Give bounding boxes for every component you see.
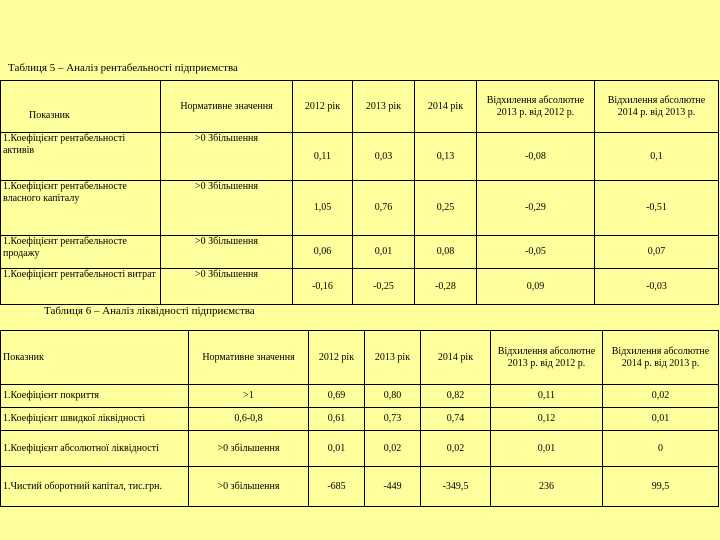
header-indicator: Показник [1, 81, 161, 133]
header-deviation-2013: Відхилення абсолютне 2013 р. від 2012 р. [477, 81, 595, 133]
deviation-2014: -0,03 [595, 269, 719, 305]
liquidity-table [0, 330, 719, 507]
indicator-name: 1.Коефіцієнт рентабельності активів [1, 133, 161, 181]
deviation-2013: -0,05 [477, 236, 595, 269]
profitability-table [0, 80, 719, 305]
value-2014: -0,28 [415, 269, 477, 305]
deviation-2013: 0,09 [477, 269, 595, 305]
header-2014: 2014 рік [421, 331, 491, 385]
value-2013: 0,73 [365, 408, 421, 431]
value-2014: 0,25 [415, 181, 477, 236]
deviation-2014: 0,01 [603, 408, 719, 431]
deviation-2014: 0,02 [603, 385, 719, 408]
header-2013: 2013 рік [365, 331, 421, 385]
header-deviation-2013: Відхилення абсолютне 2013 р. від 2012 р. [491, 331, 603, 385]
indicator-name: 1.Коефіцієнт рентабельносте продажу [1, 236, 161, 269]
normative-value: >0 Збільшення [161, 269, 293, 305]
table-row [1, 467, 719, 507]
value-2014: 0,02 [421, 431, 491, 467]
indicator-name: 1.Коефіцієнт покриття [1, 385, 189, 408]
value-2012: -0,16 [293, 269, 353, 305]
value-2012: 0,11 [293, 133, 353, 181]
header-deviation-2014: Відхилення абсолютне 2014 р. від 2013 р. [595, 81, 719, 133]
deviation-2014: 0,1 [595, 133, 719, 181]
table6-caption: Таблиця 6 – Аналіз ліквідності підприємства [44, 305, 255, 317]
header-normative: Нормативне значення [161, 81, 293, 133]
deviation-2014: 99,5 [603, 467, 719, 507]
table-row [1, 408, 719, 431]
normative-value: >0 збільшення [189, 431, 309, 467]
deviation-2013: 0,01 [491, 431, 603, 467]
deviation-2014: -0,51 [595, 181, 719, 236]
deviation-2013: -0,08 [477, 133, 595, 181]
header-normative: Нормативне значення [189, 331, 309, 385]
table-row [1, 385, 719, 408]
value-2014: 0,13 [415, 133, 477, 181]
normative-value: 0,6-0,8 [189, 408, 309, 431]
value-2014: 0,08 [415, 236, 477, 269]
table-row [1, 431, 719, 467]
deviation-2013: 0,11 [491, 385, 603, 408]
header-deviation-2014: Відхилення абсолютне 2014 р. від 2013 р. [603, 331, 719, 385]
value-2014: -349,5 [421, 467, 491, 507]
value-2012: 1,05 [293, 181, 353, 236]
header-2013: 2013 рік [353, 81, 415, 133]
deviation-2014: 0,07 [595, 236, 719, 269]
normative-value: >0 збільшення [189, 467, 309, 507]
value-2013: 0,03 [353, 133, 415, 181]
normative-value: >1 [189, 385, 309, 408]
deviation-2014: 0 [603, 431, 719, 467]
value-2012: 0,01 [309, 431, 365, 467]
normative-value: >0 Збільшення [161, 236, 293, 269]
value-2012: 0,61 [309, 408, 365, 431]
value-2012: 0,06 [293, 236, 353, 269]
table-row [1, 236, 719, 269]
value-2013: -0,25 [353, 269, 415, 305]
value-2013: 0,80 [365, 385, 421, 408]
value-2013: 0,01 [353, 236, 415, 269]
deviation-2013: 0,12 [491, 408, 603, 431]
value-2012: 0,69 [309, 385, 365, 408]
header-indicator: Показник [1, 331, 189, 385]
value-2013: -449 [365, 467, 421, 507]
normative-value: >0 Збільшення [161, 181, 293, 236]
deviation-2013: -0,29 [477, 181, 595, 236]
value-2013: 0,02 [365, 431, 421, 467]
deviation-2013: 236 [491, 467, 603, 507]
header-2014: 2014 рік [415, 81, 477, 133]
header-2012: 2012 рік [293, 81, 353, 133]
header-2012: 2012 рік [309, 331, 365, 385]
indicator-name: 1.Чистий оборотний капітал, тис.грн. [1, 467, 189, 507]
indicator-name: 1.Коефіцієнт рентабельності витрат [1, 269, 161, 305]
table-row [1, 269, 719, 305]
table5-caption: Таблиця 5 – Аналіз рентабельності підприємства [8, 62, 238, 74]
indicator-name: 1.Коефіцієнт швидкої ліквідності [1, 408, 189, 431]
normative-value: >0 Збільшення [161, 133, 293, 181]
value-2014: 0,74 [421, 408, 491, 431]
value-2012: -685 [309, 467, 365, 507]
table-header-row [1, 331, 719, 385]
indicator-name: 1.Коефіцієнт абсолютної ліквідності [1, 431, 189, 467]
table-header-row [1, 81, 719, 133]
table-row [1, 133, 719, 181]
table-row [1, 181, 719, 236]
value-2014: 0,82 [421, 385, 491, 408]
indicator-name: 1.Коефіцієнт рентабельносте власного капіталу [1, 181, 161, 236]
value-2013: 0,76 [353, 181, 415, 236]
